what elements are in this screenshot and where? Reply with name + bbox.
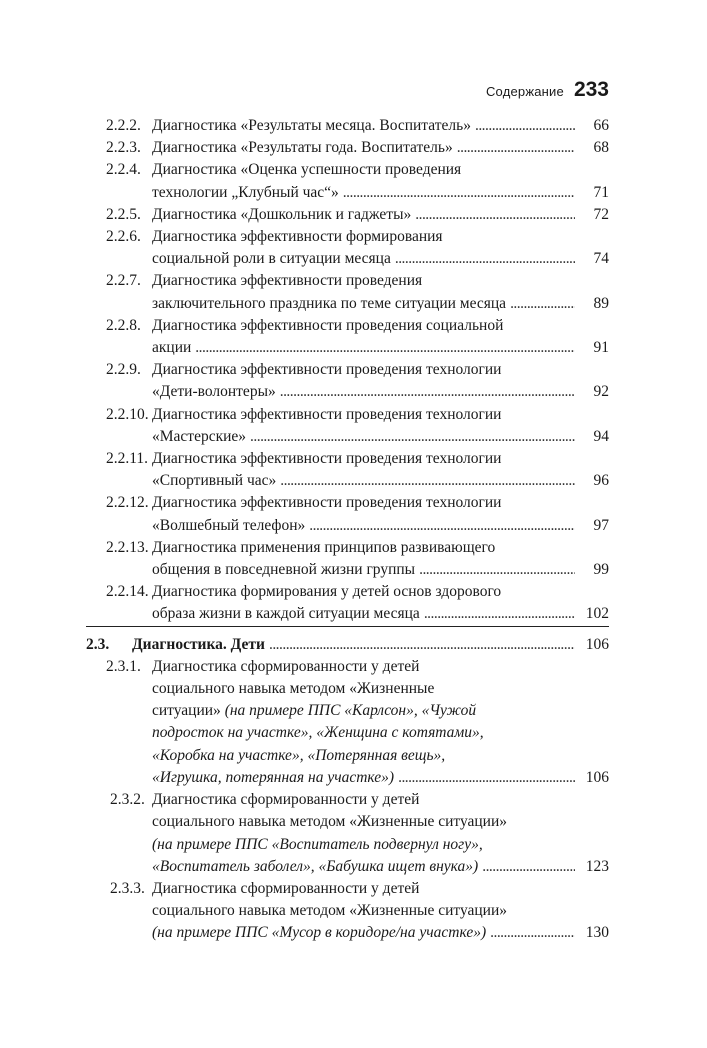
toc-entry[interactable] [0, 115, 707, 137]
toc-entry[interactable] [0, 492, 707, 536]
entry-title-line: Диагностика эффективности проведения социальной [152, 316, 504, 334]
entry-title: «Дети-волонтеры» [152, 383, 276, 401]
toc-list [0, 115, 707, 945]
entry-number: 2.2.6. [106, 228, 141, 246]
dot-leader [424, 603, 575, 625]
entry-title-line: Диагностика эффективности проведения технологии [152, 494, 502, 512]
entry-number: 2.2.13. [106, 538, 149, 556]
toc-entry[interactable] [0, 537, 707, 581]
entry-title-italic: (на примере ППС «Карлсон», «Чужой [224, 702, 477, 720]
dot-leader [343, 182, 575, 204]
toc-entry[interactable] [0, 204, 707, 226]
dot-leader [510, 293, 575, 315]
entry-number: 2.2.3. [106, 139, 141, 157]
toc-entry[interactable] [0, 359, 707, 403]
entry-title-italic: подросток на участке», «Женщина с котятами», [152, 724, 484, 742]
entry-number: 2.2.5. [106, 205, 141, 223]
entry-title: заключительного праздника по теме ситуации месяца [152, 294, 507, 312]
entry-title-line: Диагностика эффективности проведения технологии [152, 405, 502, 423]
entry-title: Диагностика «Результаты месяца. Воспитатель» [152, 117, 471, 134]
entry-number: 2.2.11. [106, 450, 149, 468]
toc-entry[interactable] [0, 878, 707, 945]
entry-title: образа жизни в каждой ситуации месяца [152, 605, 420, 623]
entry-page: 123 [585, 857, 609, 875]
dot-leader [475, 115, 575, 137]
entry-page: 97 [593, 516, 609, 534]
entry-title: акции [152, 339, 192, 357]
entry-title-line: Диагностика сформированности у детей [152, 657, 420, 675]
dot-leader [280, 381, 575, 403]
entry-number: 2.2.14. [106, 583, 149, 601]
entry-page: 68 [593, 139, 609, 157]
entry-page: 106 [585, 768, 609, 786]
dot-leader [482, 856, 575, 878]
dot-leader [457, 137, 575, 159]
entry-number: 2.3.3. [110, 879, 145, 897]
entry-title-italic: «Коробка на участке», «Потерянная вещь», [152, 746, 446, 764]
entry-page: 99 [593, 561, 609, 579]
section-number: 2.3. [86, 635, 110, 653]
entry-title: социальной роли в ситуации месяца [152, 250, 391, 268]
entry-title-line: Диагностика применения принципов развивающего [152, 538, 496, 556]
toc-entry[interactable] [0, 789, 707, 878]
running-head [486, 78, 609, 102]
entry-title-italic: (на примере ППС «Воспитатель подвернул ногу», [152, 835, 483, 853]
section-page: 106 [585, 635, 609, 653]
entry-number: 2.2.10. [106, 405, 149, 423]
dot-leader [269, 634, 575, 656]
toc-entry[interactable] [0, 581, 707, 625]
entry-title-line: ситуации» [152, 702, 225, 720]
dot-leader [250, 426, 575, 448]
entry-title-italic: «Воспитатель заболел», «Бабушка ищет внука») [152, 857, 479, 875]
dot-leader [490, 922, 575, 944]
section-divider [86, 626, 609, 627]
entry-number: 2.2.7. [106, 272, 141, 290]
entry-number: 2.3.2. [110, 791, 145, 809]
toc-entry[interactable] [0, 159, 707, 203]
entry-number: 2.2.8. [106, 316, 141, 334]
toc-entry[interactable] [0, 270, 707, 314]
entry-title-line: Диагностика «Оценка успешности проведения [152, 161, 462, 179]
dot-leader [309, 515, 575, 537]
running-title: Содержание [485, 84, 564, 99]
dot-leader [280, 470, 575, 492]
toc-entry[interactable] [0, 226, 707, 270]
entry-number: 2.2.9. [106, 361, 141, 379]
entry-title: «Спортивный час» [152, 472, 277, 490]
section-title: Диагностика. Дети [132, 635, 265, 653]
entry-page: 91 [593, 339, 609, 357]
entry-title: Диагностика «Дошкольник и гаджеты» [152, 205, 412, 223]
entry-title: «Волшебный телефон» [152, 516, 306, 534]
dot-leader [415, 204, 575, 226]
entry-page: 74 [593, 250, 609, 268]
entry-page: 72 [593, 205, 609, 223]
entry-page: 96 [593, 472, 609, 490]
entry-title: Диагностика «Результаты года. Воспитатель» [152, 139, 453, 157]
entry-number: 2.2.2. [106, 117, 141, 134]
entry-title-line: социального навыка методом «Жизненные ситуации» [152, 813, 508, 831]
page-number: 233 [573, 78, 609, 101]
entry-number: 2.2.4. [106, 161, 141, 179]
toc-entry[interactable] [0, 448, 707, 492]
dot-leader [395, 248, 575, 270]
entry-number: 2.3.1. [106, 657, 141, 675]
entry-title-italic: «Игрушка, потерянная на участке») [152, 768, 395, 786]
entry-title-line: Диагностика сформированности у детей [152, 879, 420, 897]
entry-title-italic: (на примере ППС «Мусор в коридоре/на участке») [152, 924, 487, 942]
entry-title-line: Диагностика эффективности проведения [152, 272, 423, 290]
entry-title-line: Диагностика эффективности проведения технологии [152, 450, 502, 468]
entry-title-line: Диагностика эффективности проведения технологии [152, 361, 502, 379]
entry-page: 71 [593, 183, 609, 201]
entry-title: «Мастерские» [152, 427, 247, 445]
entry-page: 66 [593, 117, 609, 134]
dot-leader [398, 767, 575, 789]
entry-title: технологии „Клубный час“» [152, 183, 339, 201]
dot-leader [195, 337, 575, 359]
entry-number: 2.2.12. [106, 494, 149, 512]
toc-entry[interactable] [0, 315, 707, 359]
entry-title-line: социального навыка методом «Жизненные ситуации» [152, 902, 508, 920]
toc-entry[interactable] [0, 137, 707, 159]
entry-page: 89 [593, 294, 609, 312]
entry-page: 130 [585, 924, 609, 942]
entry-title-line: Диагностика формирования у детей основ здорового [152, 583, 502, 601]
toc-entry[interactable] [0, 656, 707, 789]
entry-page: 94 [593, 427, 609, 445]
dot-leader [419, 559, 575, 581]
entry-title-line: Диагностика сформированности у детей [152, 791, 420, 809]
entry-title-line: Диагностика эффективности формирования [152, 228, 443, 246]
entry-page: 92 [593, 383, 609, 401]
entry-title: общения в повседневной жизни группы [152, 561, 416, 579]
toc-section[interactable] [0, 634, 707, 656]
entry-title-line: социального навыка методом «Жизненные [152, 680, 435, 698]
toc-entry[interactable] [0, 404, 707, 448]
entry-page: 102 [585, 605, 609, 623]
